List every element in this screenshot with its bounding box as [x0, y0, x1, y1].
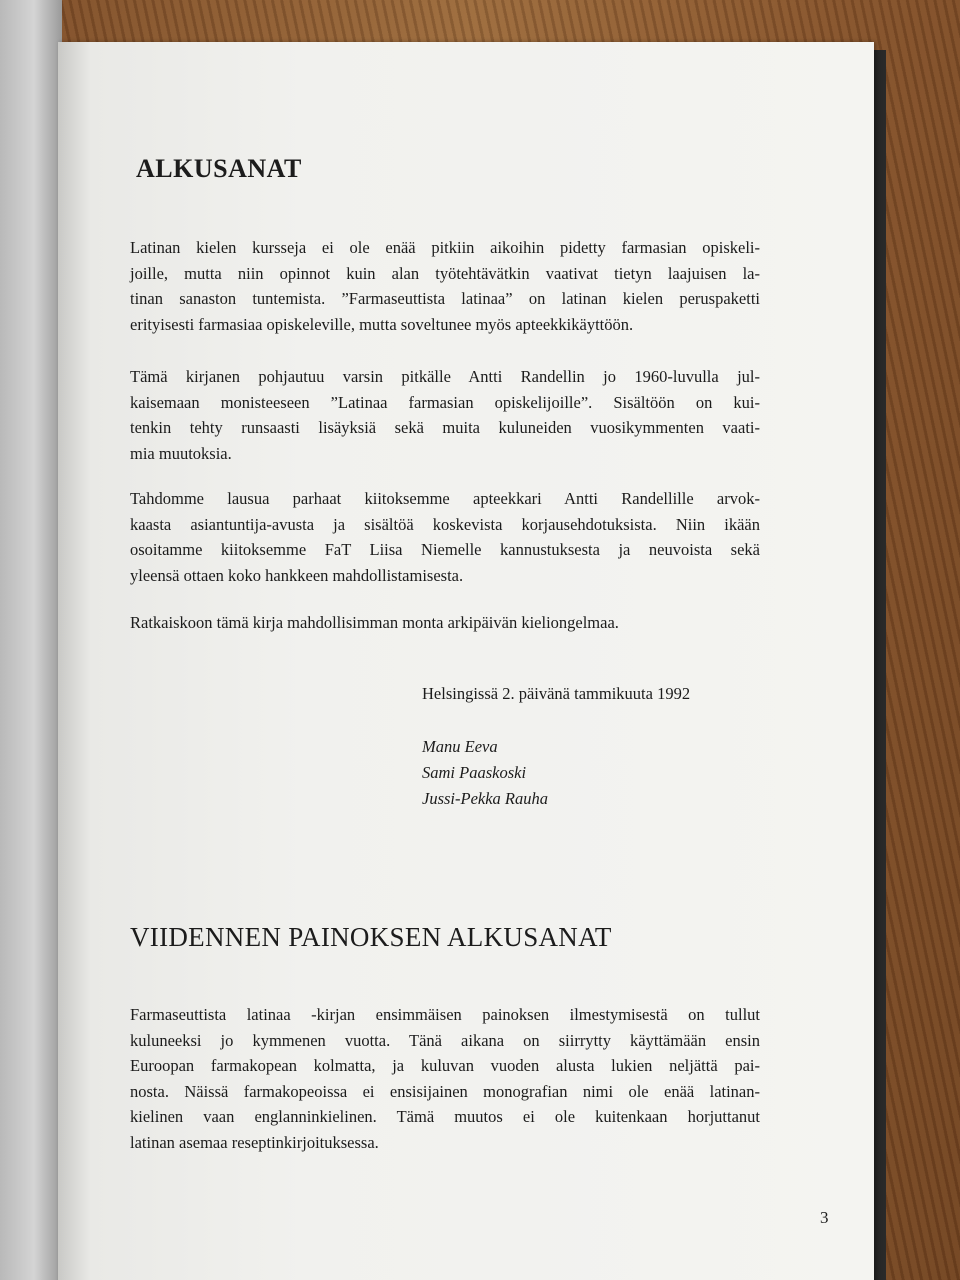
text-line: Tämä kirjanen pohjautuu varsin pitkälle Antti Randellin jo 1960-luvulla jul- [130, 367, 760, 386]
text-line: kaisemaan monisteeseen ”Latinaa farmasian opiskelijoille”. Sisältöön on kui- [130, 392, 760, 412]
book-page [58, 42, 874, 1280]
author-name: Jussi-Pekka Rauha [422, 789, 548, 808]
text-line: erityisesti farmasiaa opiskeleville, mutta soveltunee myös apteekkikäyttöön. [130, 314, 634, 334]
facing-page-edge [0, 0, 62, 1280]
preface-title: ALKUSANAT [136, 154, 302, 183]
page-number: 3 [820, 1208, 829, 1227]
text-line: tinan sanaston tuntemista. ”Farmaseuttista latinaa” on latinan kielen peruspaketti [130, 289, 760, 308]
text-line: kuluneeksi jo kymmenen vuotta. Tänä aikana on siirrytty käyttämään ensin [130, 1030, 760, 1050]
text-line: osoitamme kiitoksemme FaT Liisa Niemelle kannustuksesta ja neuvoista sekä [130, 540, 760, 559]
text-line: Tahdomme lausua parhaat kiitoksemme apteekkari Antti Randellille arvok- [130, 489, 760, 508]
text-line: mia muutoksia. [130, 443, 232, 463]
text-line: Farmaseuttista latinaa -kirjan ensimmäisen painoksen ilmestymisestä on tullut [130, 1005, 760, 1024]
fifth-edition-paragraph [130, 1002, 760, 1155]
preface-paragraph-2 [130, 364, 760, 466]
author-name: Manu Eeva [422, 737, 498, 756]
text-line: Ratkaiskoon tämä kirja mahdollisimman monta arkipäivän kieliongelmaa. [130, 613, 619, 632]
author-list [422, 734, 548, 812]
text-line: yleensä ottaen koko hankkeen mahdollistamisesta. [130, 565, 464, 585]
text-line: Latinan kielen kursseja ei ole enää pitkiin aikoihin pidetty farmasian opiskeli- [130, 238, 760, 257]
text-line: Euroopan farmakopean kolmatta, ja kuluvan vuoden alusta lukien neljättä pai- [130, 1056, 760, 1075]
fifth-edition-title: VIIDENNEN PAINOKSEN ALKUSANAT [130, 922, 612, 952]
text-line: kielinen vaan englanninkielinen. Tämä muutos ei ole kuitenkaan horjuttanut [130, 1107, 760, 1126]
preface-paragraph-4 [130, 610, 760, 636]
preface-paragraph-1 [130, 235, 760, 337]
text-line: joille, mutta niin opinnot kuin alan työtehtävätkin vaativat tietyn laajuisen la- [130, 263, 760, 283]
text-line: tenkin tehty runsaasti lisäyksiä sekä muita kuluneiden vuosikymmenten vaati- [130, 418, 760, 437]
text-line: nosta. Näissä farmakopeoissa ei ensisijainen monografian nimi ole enää latinan- [130, 1081, 760, 1101]
text-line: latinan asemaa reseptinkirjoituksessa. [130, 1132, 379, 1152]
preface-paragraph-3 [130, 486, 760, 588]
text-line: kaasta asiantuntija-avusta ja sisältöä koskevista korjausehdotuksista. Niin ikään [130, 514, 760, 534]
author-name: Sami Paaskoski [422, 763, 527, 782]
place-and-date: Helsingissä 2. päivänä tammikuuta 1992 [422, 684, 691, 703]
